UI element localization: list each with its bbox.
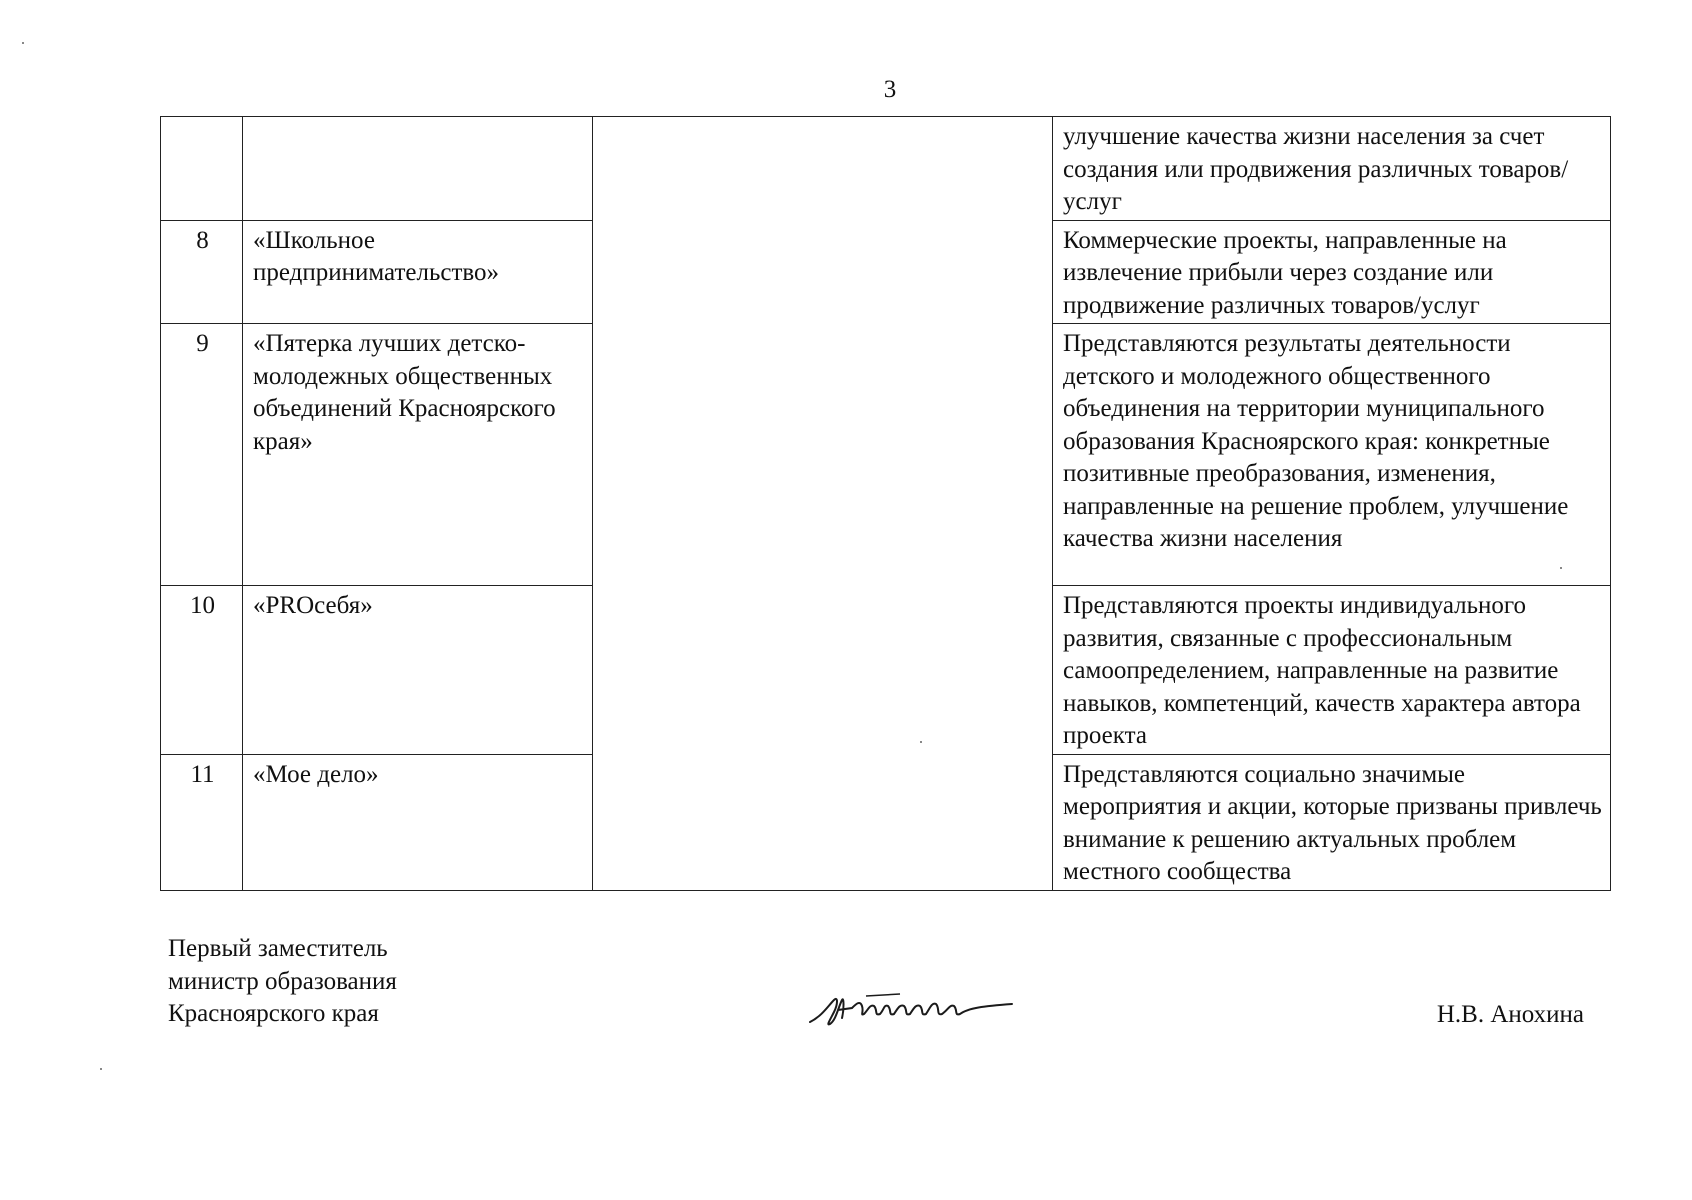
nomination-name bbox=[243, 117, 593, 221]
signer-name: Н.В. Анохина bbox=[1436, 1001, 1584, 1028]
nomination-description: Представляются социально значимые мероприятия и акции, которые призваны привлечь внимание к решению актуальных проблем местного сообщества bbox=[1053, 754, 1611, 890]
row-number: 10 bbox=[161, 586, 243, 755]
nomination-name: «Пятерка лучших детско-молодежных общественных объединений Красноярского края» bbox=[243, 324, 593, 586]
nomination-name: «Школьное предпринимательство» bbox=[243, 220, 593, 324]
signatory-title-line: Первый заместитель bbox=[168, 935, 388, 962]
empty-column-cell bbox=[593, 117, 1053, 891]
row-number: 8 bbox=[161, 220, 243, 324]
table-row bbox=[161, 117, 1611, 221]
row-number bbox=[161, 117, 243, 221]
nomination-description: Коммерческие проекты, направленные на извлечение прибыли через создание или продвижение различных товаров/услуг bbox=[1053, 220, 1611, 324]
scan-speck bbox=[920, 741, 922, 743]
nomination-name: «PROсебя» bbox=[243, 586, 593, 755]
page-number: 3 bbox=[883, 76, 897, 103]
row-number: 11 bbox=[161, 754, 243, 890]
row-number: 9 bbox=[161, 324, 243, 586]
signatory-title-line: Красноярского края bbox=[168, 1000, 379, 1027]
signatory-title-line: министр образования bbox=[168, 967, 397, 995]
nomination-description: Представляются проекты индивидуального развития, связанные с профессиональным самоопределением, направленные на развитие навыков, компетенций, качеств характера автора проекта bbox=[1053, 586, 1611, 755]
scan-speck bbox=[100, 1068, 102, 1070]
nominations-table bbox=[160, 116, 1611, 891]
handwritten-signature bbox=[808, 970, 1018, 1040]
scan-speck bbox=[1560, 567, 1562, 569]
signatory-title bbox=[168, 933, 397, 1031]
nomination-description: Представляются результаты деятельности детского и молодежного общественного объединения на территории муниципального образования Красноярского края: конкретные позитивные преобразования, изменения, направленные на решение проблем, улучшение качества жизни населения bbox=[1053, 324, 1611, 586]
nomination-description: улучшение качества жизни населения за счет создания или продвижения различных товаров/услуг bbox=[1053, 117, 1611, 221]
scan-speck bbox=[22, 42, 24, 44]
nomination-name: «Мое дело» bbox=[243, 754, 593, 890]
